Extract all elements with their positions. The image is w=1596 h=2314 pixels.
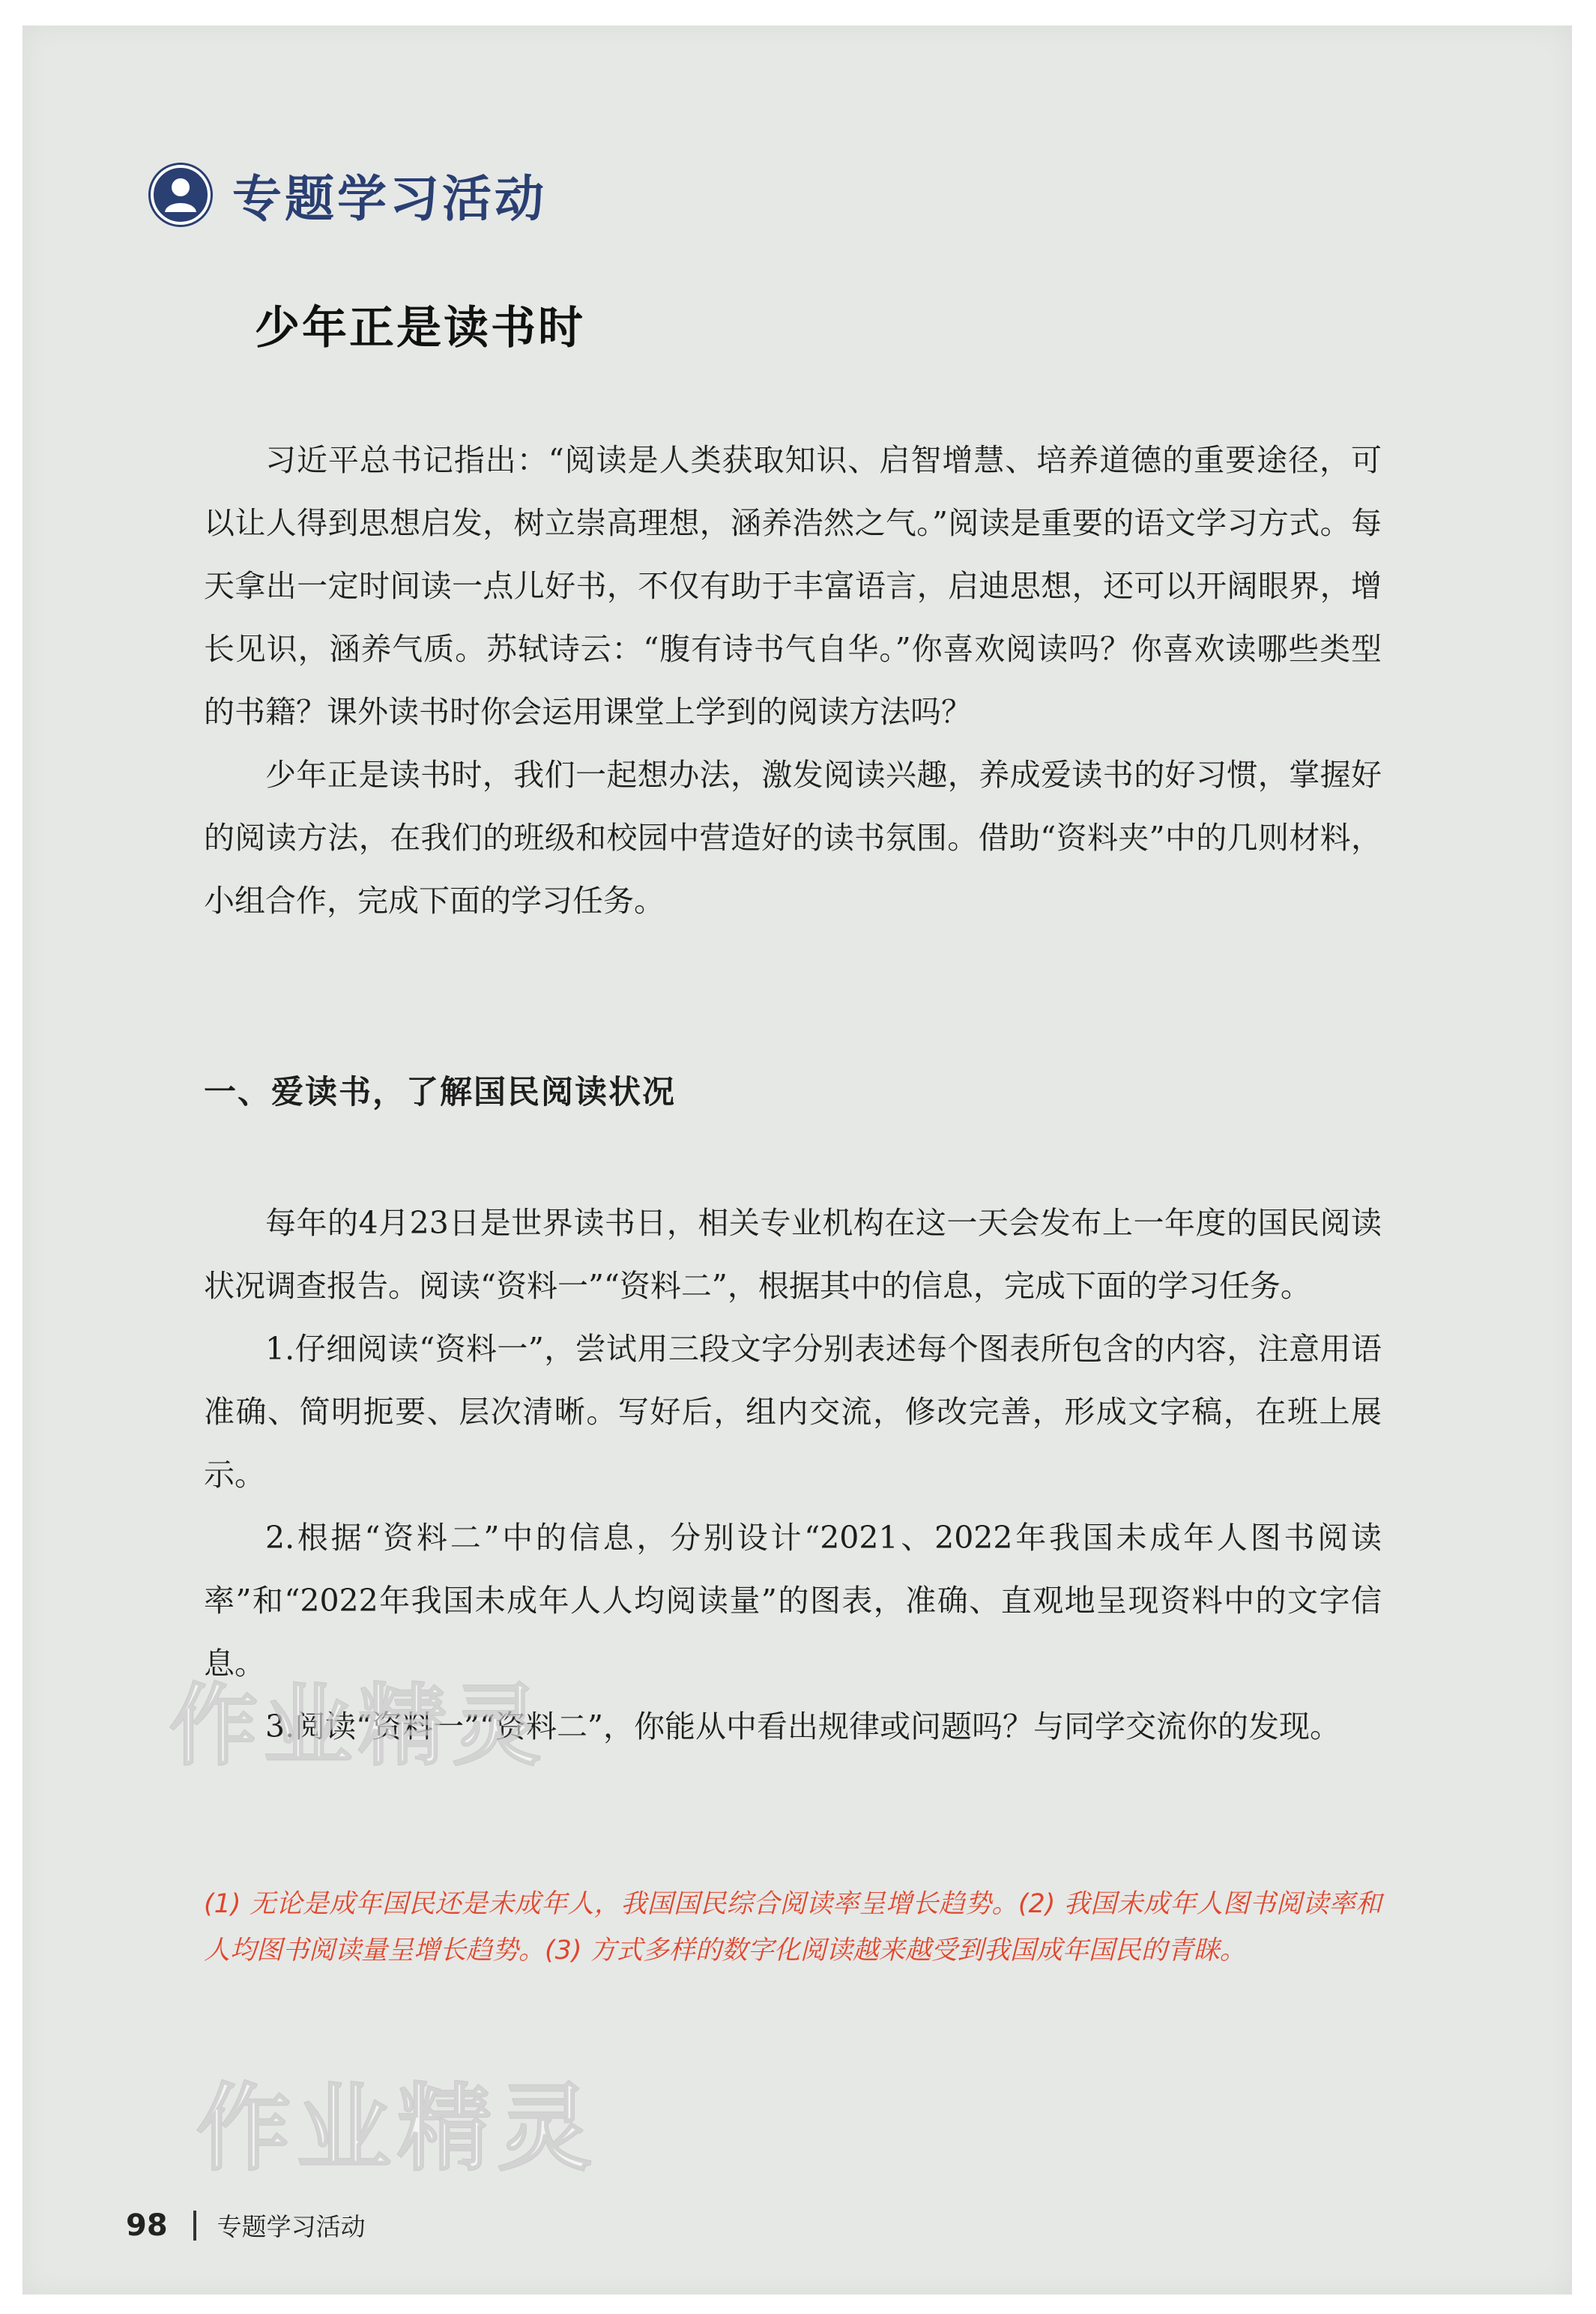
footer-divider [193, 2211, 196, 2241]
subsection-intro: 每年的4月23日是世界读书日，相关专业机构在这一天会发布上一年度的国民阅读状况调查报告。阅读“资料一”“资料二”，根据其中的信息，完成下面的学习任务。 [204, 1205, 1382, 1304]
intro-paragraph: 习近平总书记指出：“阅读是人类获取知识、启智增慧、培养道德的重要途径，可以让人得到思想启发，树立崇高理想，涵养浩然之气。”阅读是重要的语文学习方式。每天拿出一定时间读一点儿好书，不仅有助于丰富语言，启迪思想，还可以开阔眼界，增长见识，涵养气质。苏轼诗云：“腹有诗书气自华。”你喜欢阅读吗？你喜欢读哪些类型的书籍？课外读书时你会运用课堂上学到的阅读方法吗？ [204, 442, 1382, 730]
footer-label: 专题学习活动 [217, 2212, 366, 2241]
handwritten-answer: (1) 无论是成年国民还是未成年人，我国国民综合阅读率呈增长趋势。(2) 我国未成年人图书阅读率和人均图书阅读量呈增长趋势。(3) 方式多样的数字化阅读越来越受到我国成年国民的青睐。 [204, 1889, 1382, 1966]
page-number: 98 [126, 2208, 168, 2243]
watermark: 作业精灵 [169, 1674, 548, 1777]
page-footer [126, 2208, 366, 2243]
intro-text [204, 429, 1382, 932]
task-item: 3.阅读“资料一”“资料二”，你能从中看出规律或问题吗？与同学交流你的发现。 [265, 1709, 1340, 1744]
section-title: 专题学习活动 [232, 170, 547, 228]
task-item: 2.根据“资料二”中的信息，分别设计“2021、2022年我国未成年人图书阅读率”和“2022年我国未成年人人均阅读量”的图表，准确、直观地呈现资料中的文字信息。 [204, 1520, 1382, 1682]
subsection-heading: 一、爱读书，了解国民阅读状况 [204, 1074, 676, 1111]
person-icon [148, 163, 213, 227]
watermark: 作业精灵 [196, 2073, 598, 2184]
article-title: 少年正是读书时 [255, 302, 585, 354]
intro-paragraph: 少年正是读书时，我们一起想办法，激发阅读兴趣，养成爱读书的好习惯，掌握好的阅读方法，在我们的班级和校园中营造好的读书氛围。借助“资料夹”中的几则材料，小组合作，完成下面的学习任务。 [204, 757, 1382, 919]
task-item: 1.仔细阅读“资料一”，尝试用三段文字分别表述每个图表所包含的内容，注意用语准确、简明扼要、层次清晰。写好后，组内交流，修改完善，形成文字稿，在班上展示。 [204, 1331, 1382, 1493]
section-header [148, 159, 547, 230]
